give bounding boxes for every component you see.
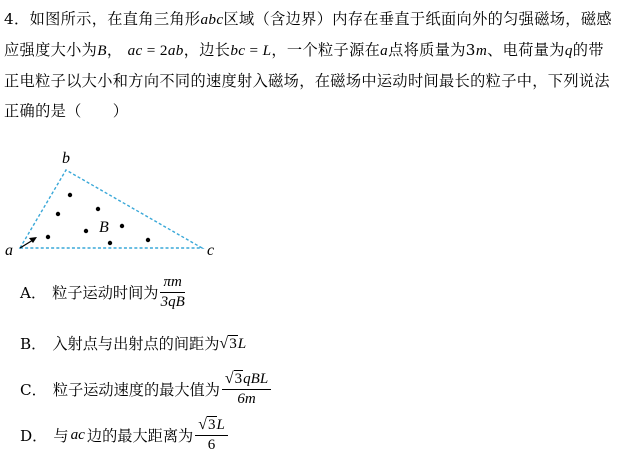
option-c[interactable]: C． 粒子运动速度的最大值为 √ 3 qBL 6m [20,370,271,408]
option-a[interactable]: A． 粒子运动时间为 $\frac{\pi m}{3qB}$ [20,274,185,310]
field-dot [56,212,60,216]
question-stem: 4．如图所示，在直角三角形abc区域（含边界）内存在垂直于纸面向外的匀强磁场，磁感应强度大小为B， ac = 2ab，边长bc = L，一个粒子源在a点将质量为3m、电荷量为q的带正电粒子以大小和方向不同的速度射入磁场，在磁场中运动时间最长的粒子中，下列说法正确的是（ ） [4,10,612,120]
field-dot [120,224,124,228]
question-number: 4． [4,10,30,28]
vertex-label-c: c [207,242,215,259]
option-d-fraction: √ 3 L 6 [195,416,228,454]
option-c-fraction: √ 3 qBL 6m [222,370,271,408]
field-label-B: B [99,219,109,236]
option-a-fraction: $\frac{\pi m}{3qB}$ [160,274,185,310]
field-dot [46,235,50,239]
field-dot [84,229,88,233]
triangle-diagram [0,142,230,262]
vertex-label-b: b [62,150,70,167]
option-b[interactable]: B． 入射点与出射点的间距为 √ 3 L [20,334,247,353]
option-d[interactable]: D． 与 ac 边的最大距离为 √ 3 L 6 [20,416,228,454]
field-dot [146,238,150,242]
field-dots [46,193,150,245]
triangle-figure [0,142,230,262]
option-b-sqrt: √ 3 [219,335,237,352]
field-dot [108,241,112,245]
vertex-label-a: a [5,242,13,259]
field-dot [68,193,72,197]
field-dot [96,207,100,211]
